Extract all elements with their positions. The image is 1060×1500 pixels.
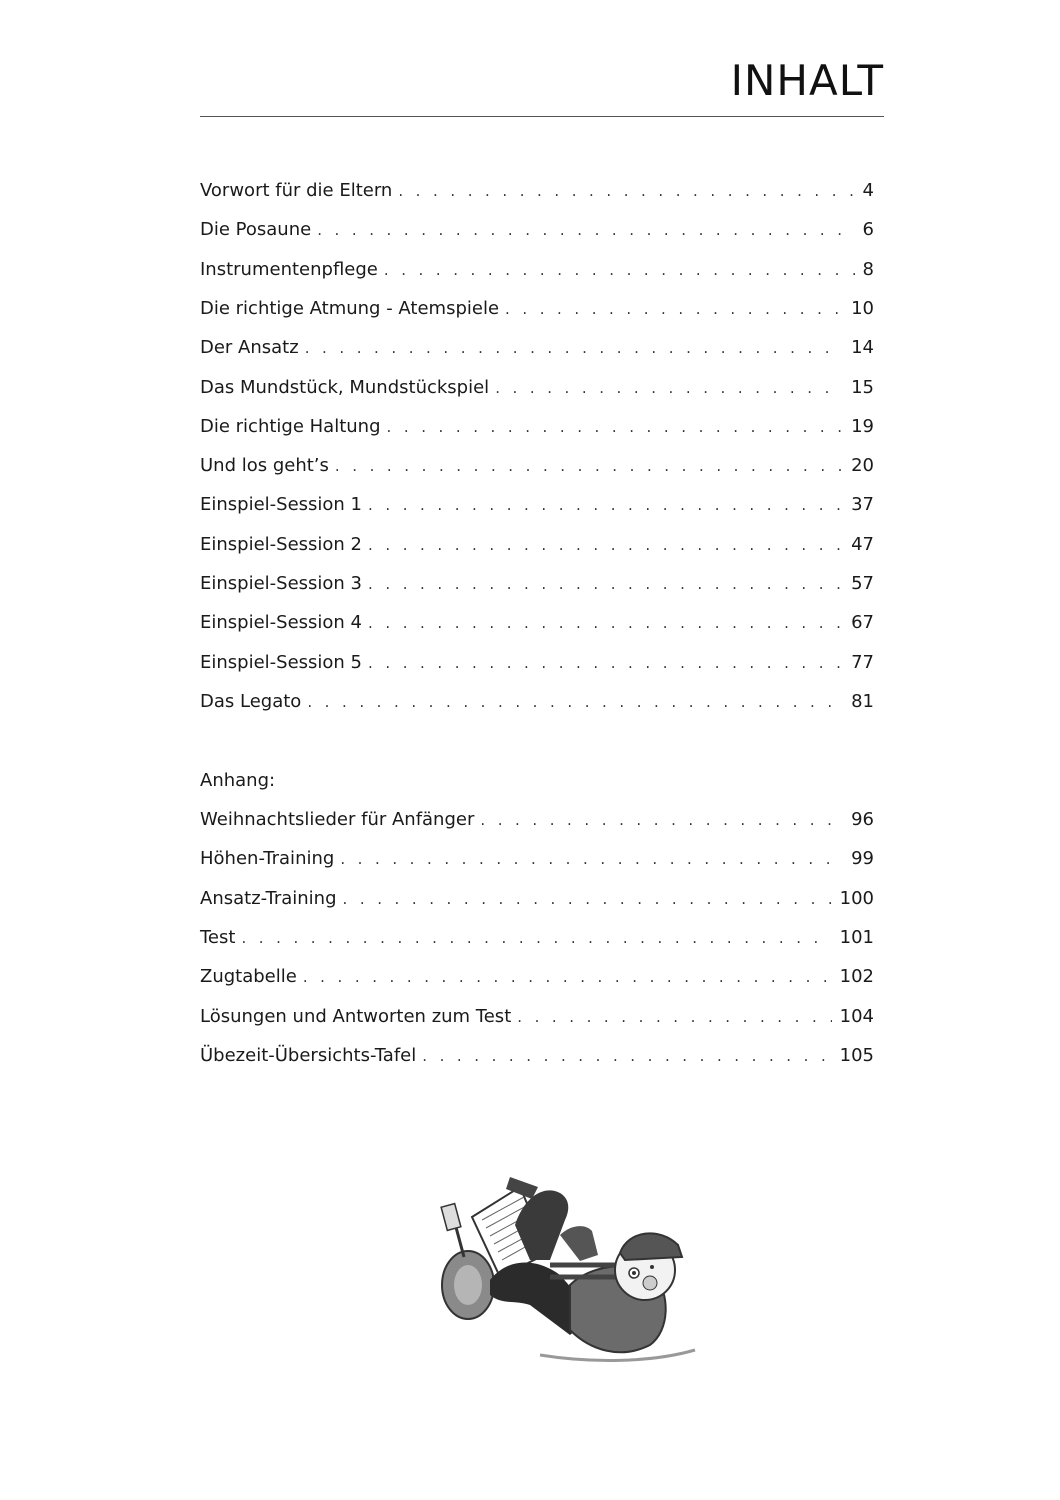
toc-dot-leader bbox=[505, 294, 843, 324]
trombone-player-illustration-icon bbox=[420, 1165, 710, 1375]
toc-entry-page-number: 57 bbox=[851, 573, 874, 594]
toc-dot-leader bbox=[340, 844, 843, 874]
toc-entry bbox=[200, 962, 874, 992]
toc-entry-label: Höhen-Training bbox=[200, 848, 335, 870]
toc-dot-leader bbox=[368, 490, 843, 520]
toc-dot-leader bbox=[368, 530, 843, 560]
toc-entry-page-number: 8 bbox=[862, 258, 874, 280]
toc-entry bbox=[200, 294, 874, 324]
toc-dot-leader bbox=[368, 569, 843, 599]
toc-entry-page-number: 102 bbox=[839, 966, 874, 988]
toc-entry bbox=[200, 490, 874, 520]
toc-entry-label: Das Legato bbox=[200, 690, 302, 712]
toc-entry bbox=[200, 1002, 874, 1032]
toc-dot-leader bbox=[517, 1002, 831, 1032]
toc-entry bbox=[200, 373, 874, 403]
toc-entry-page-number: 81 bbox=[851, 690, 874, 712]
toc-entry-page-number: 4 bbox=[862, 180, 874, 201]
toc-entry-page-number: 6 bbox=[862, 219, 874, 241]
toc-entry-label: Die Posaune bbox=[200, 219, 312, 241]
toc-entry-label: Die richtige Atmung - Atemspiele bbox=[200, 297, 500, 319]
toc-entry-label: Einspiel-Session 1 bbox=[200, 494, 363, 516]
toc-entry-page-number: 15 bbox=[851, 376, 874, 398]
toc-entry-label: Und los geht’s bbox=[200, 455, 329, 477]
toc-dot-leader bbox=[317, 215, 854, 245]
toc-entry-page-number: 14 bbox=[851, 337, 874, 359]
toc-entry-page-number: 99 bbox=[851, 848, 874, 870]
toc-entry-page-number: 67 bbox=[851, 612, 874, 634]
toc-dot-leader bbox=[343, 884, 832, 914]
toc-dot-leader bbox=[422, 1041, 831, 1071]
toc-entry bbox=[200, 530, 874, 560]
toc-dot-leader bbox=[495, 373, 843, 403]
toc-entry bbox=[200, 805, 874, 835]
toc-entry bbox=[200, 412, 874, 442]
toc-entry-label: Einspiel-Session 5 bbox=[200, 651, 363, 673]
toc-entry-label: Ansatz-Training bbox=[200, 887, 337, 909]
toc-dot-leader bbox=[368, 648, 843, 678]
toc-dot-leader bbox=[384, 255, 855, 285]
toc-entry-label: Weihnachtslieder für Anfänger bbox=[200, 809, 475, 830]
toc-entry-page-number: 104 bbox=[839, 1005, 874, 1027]
toc-entry-label: Test bbox=[200, 926, 236, 948]
toc-entry bbox=[200, 215, 874, 245]
toc-dot-leader bbox=[387, 412, 844, 442]
toc-entry-page-number: 37 bbox=[851, 494, 874, 516]
toc-entry-page-number: 96 bbox=[851, 809, 874, 830]
toc-entry bbox=[200, 1041, 874, 1071]
toc-entry bbox=[200, 648, 874, 678]
toc-dot-leader bbox=[335, 451, 843, 481]
toc-entry-page-number: 19 bbox=[851, 415, 874, 437]
toc-entry-page-number: 10 bbox=[851, 297, 874, 319]
toc-entry bbox=[200, 451, 874, 481]
toc-entry-label: Lösungen und Antworten zum Test bbox=[200, 1005, 512, 1027]
toc-dot-leader bbox=[368, 608, 843, 638]
toc-entry bbox=[200, 844, 874, 874]
toc-dot-leader bbox=[480, 805, 843, 835]
toc-entry-page-number: 105 bbox=[839, 1044, 874, 1066]
toc-entry bbox=[200, 255, 874, 285]
toc-entry-page-number: 47 bbox=[851, 533, 874, 555]
toc-entry-label: Zugtabelle bbox=[200, 966, 297, 988]
toc-entry-page-number: 100 bbox=[839, 887, 874, 909]
toc-entry bbox=[200, 884, 874, 914]
toc-entry bbox=[200, 923, 874, 953]
toc-entry-label: Einspiel-Session 4 bbox=[200, 612, 363, 634]
toc-entry-label: Vorwort für die Eltern bbox=[200, 180, 393, 201]
toc-entry-label: Das Mundstück, Mundstückspiel bbox=[200, 376, 490, 398]
toc-entry-page-number: 20 bbox=[851, 455, 874, 477]
page-title: INHALT bbox=[730, 56, 884, 105]
toc-dot-leader bbox=[305, 333, 843, 363]
toc-entry bbox=[200, 687, 874, 717]
toc-entry-label: Einspiel-Session 3 bbox=[200, 573, 363, 594]
title-divider bbox=[200, 116, 884, 117]
toc-entry-label: Der Ansatz bbox=[200, 337, 299, 359]
toc-entry-page-number: 101 bbox=[839, 926, 874, 948]
toc-entry bbox=[200, 333, 874, 363]
appendix-heading: Anhang: bbox=[200, 770, 276, 791]
toc-dot-leader bbox=[398, 176, 854, 206]
toc-entry bbox=[200, 608, 874, 638]
toc-entry-label: Übezeit-Übersichts-Tafel bbox=[200, 1044, 417, 1066]
toc-dot-leader bbox=[241, 923, 831, 953]
toc-entry-label: Die richtige Haltung bbox=[200, 415, 381, 437]
toc-entry bbox=[200, 569, 874, 599]
toc-entry-label: Instrumentenpflege bbox=[200, 258, 378, 280]
toc-entry-page-number: 77 bbox=[851, 651, 874, 673]
toc-entry-label: Einspiel-Session 2 bbox=[200, 533, 363, 555]
toc-dot-leader bbox=[303, 962, 832, 992]
toc-dot-leader bbox=[307, 687, 843, 717]
toc-entry bbox=[200, 176, 874, 206]
